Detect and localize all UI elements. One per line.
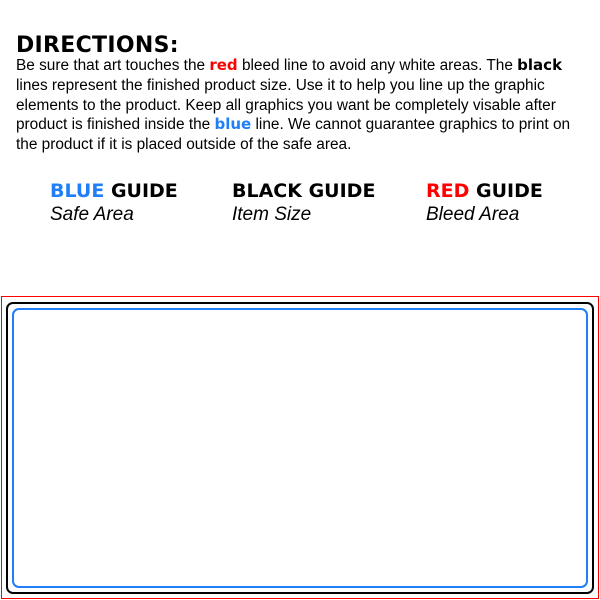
blue-guide-title: [50, 180, 178, 202]
red-guide-color-word: RED: [426, 180, 470, 202]
blue-guide-subtitle: Safe Area: [50, 204, 134, 225]
black-guide-title: BLACK GUIDE: [232, 180, 376, 202]
red-guide-word: GUIDE: [469, 180, 543, 202]
blue-keyword: blue: [214, 115, 252, 134]
black-guide-legend: [232, 180, 375, 228]
red-guide-subtitle: Bleed Area: [426, 204, 520, 225]
blue-guide-color-word: BLUE: [50, 180, 105, 202]
directions-text-part: bleed line to avoid any white areas. The: [237, 57, 518, 74]
black-guide-subtitle: Item Size: [232, 204, 312, 225]
directions-heading: DIRECTIONS:: [16, 33, 179, 58]
red-guide-legend: [426, 180, 543, 228]
directions-text-part: line. We cannot guarantee graphics to print on the product if it is placed outside of the safe area.: [16, 116, 571, 154]
red-keyword: red: [209, 56, 238, 74]
directions-text-part: lines represent the finished product size. Use it to help you line up the graphic elements to the product. Keep all graphics you want be completely visable after product is finished inside the: [16, 76, 556, 134]
directions-text: [16, 56, 591, 155]
directions-text-part: Be sure that art touches the: [16, 57, 210, 74]
blue-guide-legend: [50, 180, 178, 228]
red-guide-title: [426, 180, 543, 202]
black-keyword: black: [517, 56, 563, 74]
safe-area-line: [12, 308, 588, 588]
blue-guide-word: GUIDE: [104, 180, 178, 202]
